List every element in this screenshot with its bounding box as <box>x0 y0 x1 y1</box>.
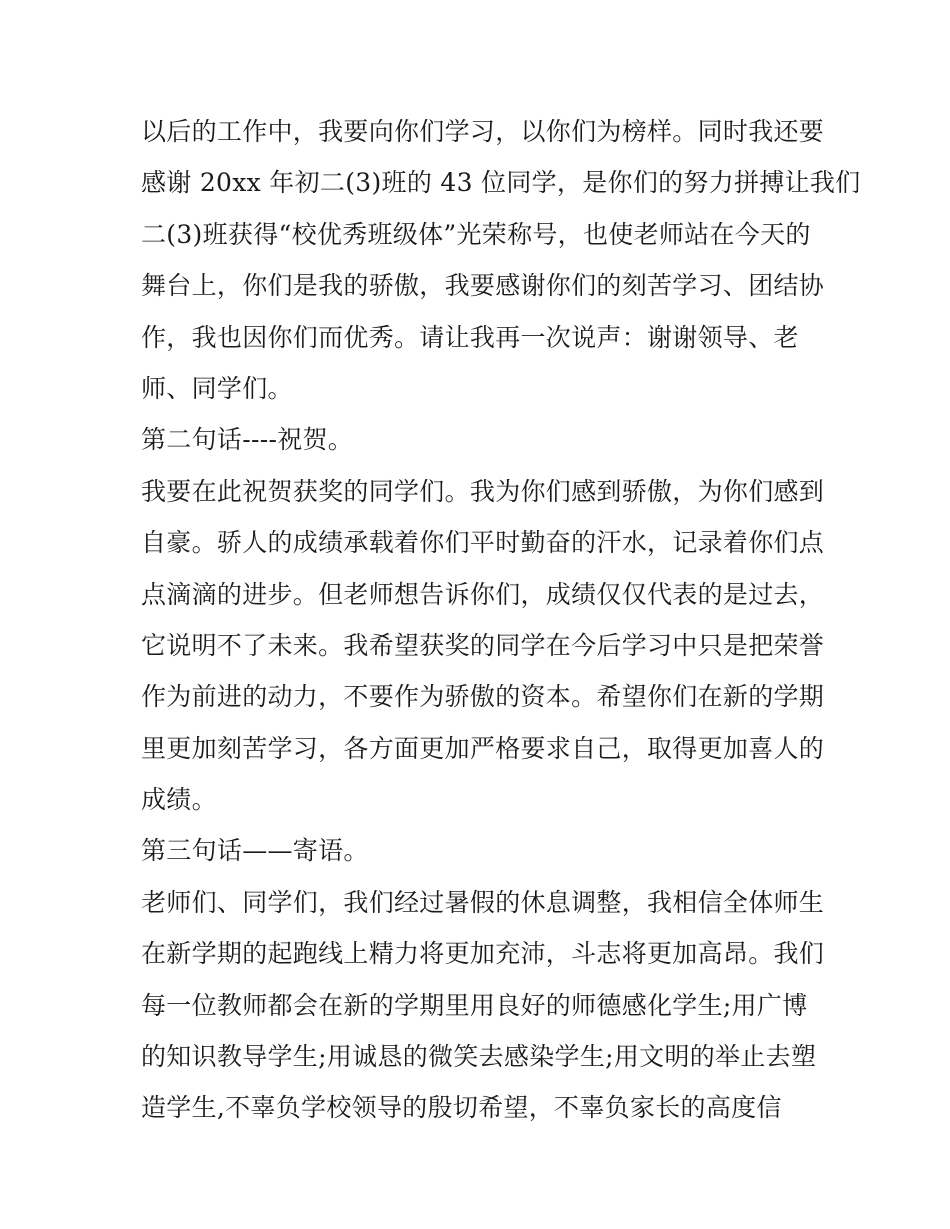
text-line: 作为前进的动力，不要作为骄傲的资本。希望你们在新的学期 <box>141 682 825 712</box>
body-text <box>141 106 861 1134</box>
text-line: 老师们、同学们，我们经过暑假的休息调整，我相信全体师生 <box>141 887 825 917</box>
text-line: 自豪。骄人的成绩承载着你们平时勤奋的汗水，记录着你们点 <box>141 528 825 558</box>
text-line: 作，我也因你们而优秀。请让我再一次说声：谢谢领导、老 <box>141 322 799 352</box>
section-heading-3: 第三句话——寄语。 <box>141 836 369 866</box>
text-line: 的知识教导学生;用诚恳的微笑去感染学生;用文明的举止去塑 <box>141 1042 817 1072</box>
text-line: 它说明不了未来。我希望获奖的同学在今后学习中只是把荣誉 <box>141 630 825 660</box>
text-line: 感谢 20xx 年初二(3)班的 43 位同学，是你们的努力拼搏让我们 <box>141 168 861 198</box>
text-line: 每一位教师都会在新的学期里用良好的师德感化学生;用广博 <box>141 990 808 1020</box>
text-line: 在新学期的起跑线上精力将更加充沛，斗志将更加高昂。我们 <box>141 939 825 969</box>
text-line: 造学生,不辜负学校领导的殷切希望，不辜负家长的高度信 <box>141 1093 782 1123</box>
text-line: 二(3)班获得“校优秀班级体”光荣称号，也使老师站在今天的 <box>141 219 811 249</box>
section-heading-2: 第二句话----祝贺。 <box>141 425 354 455</box>
text-line: 成绩。 <box>141 785 217 815</box>
text-line: 师、同学们。 <box>141 373 293 403</box>
text-line: 点滴滴的进步。但老师想告诉你们，成绩仅仅代表的是过去， <box>141 579 825 609</box>
text-line: 以后的工作中，我要向你们学习，以你们为榜样。同时我还要 <box>141 117 825 146</box>
text-line: 舞台上，你们是我的骄傲，我要感谢你们的刻苦学习、团结协 <box>141 271 825 301</box>
text-line: 里更加刻苦学习，各方面更加严格要求自己，取得更加喜人的 <box>141 733 825 763</box>
text-line: 我要在此祝贺获奖的同学们。我为你们感到骄傲，为你们感到 <box>141 476 825 506</box>
